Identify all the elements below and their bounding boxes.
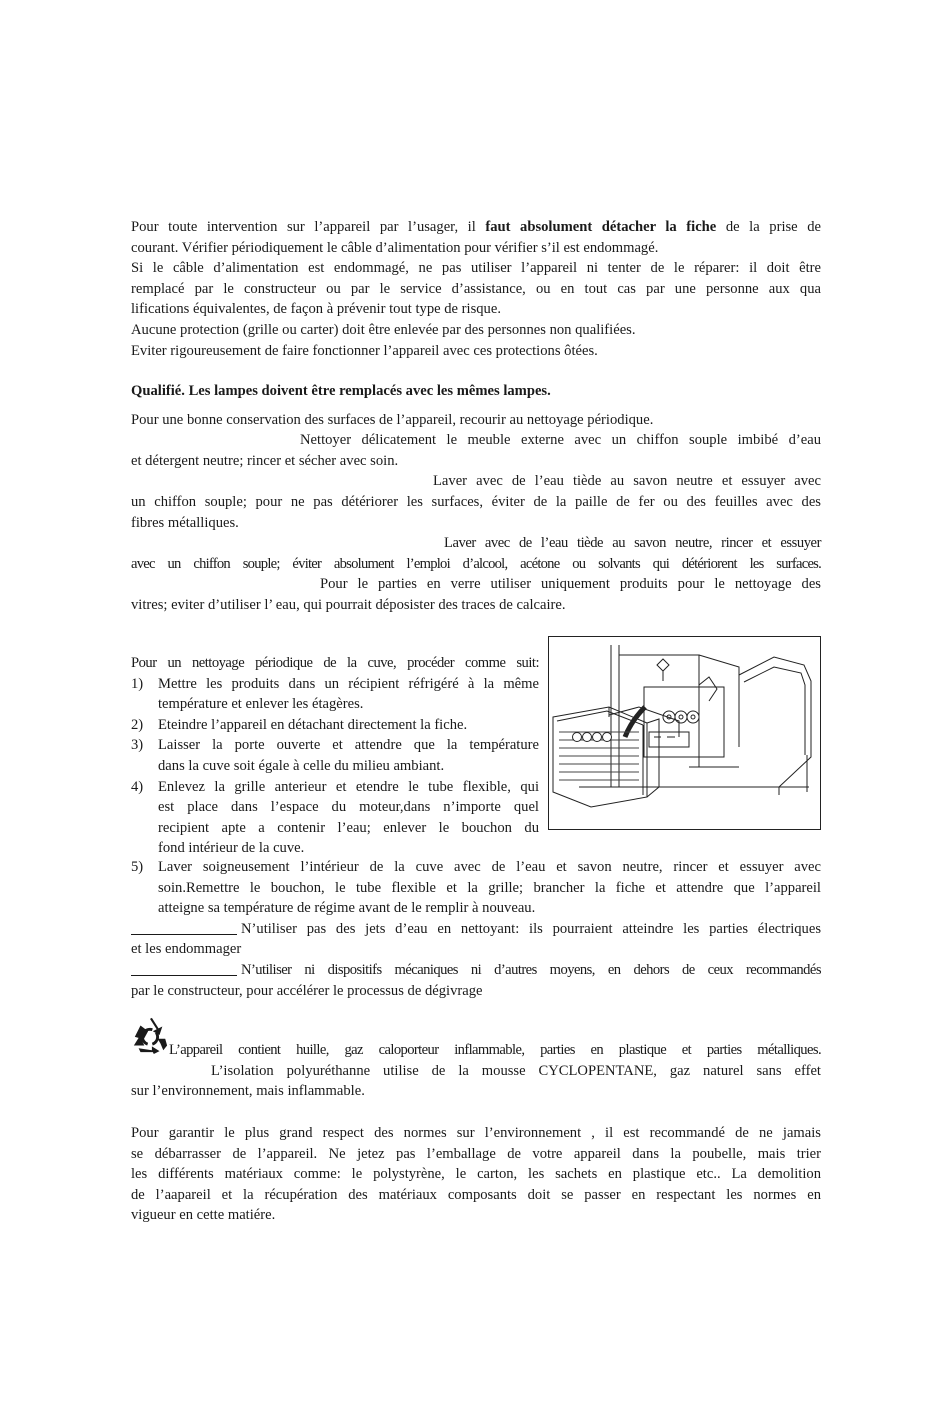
text-line: Pour garantir le plus grand respect des normes sur l’environnement , il est recommandé de ne jamais xyxy=(131,1125,821,1141)
warning-line: N’utiliser pas des jets d’eau en nettoyant: ils pourraient atteindre les parties électriques xyxy=(131,919,821,940)
section-safety xyxy=(131,217,821,361)
text-line: Pour le parties en verre utiliser uniquement produits pour le nettoyage des xyxy=(320,576,821,593)
list-item: 3) Laisser la porte ouverte et attendre que la température dans la cuve soit égale à celle du milieu ambiant. xyxy=(131,737,539,774)
text-line: L’isolation polyuréthanne utilise de la mousse CYCLOPENTANE, gaz naturel sans effet xyxy=(211,1062,821,1079)
section-environment xyxy=(131,1040,821,1102)
text-line: Pour toute intervention sur l’appareil par l’usager, il faut absolument détacher la fiche de la prise de xyxy=(131,219,821,235)
warning-line: par le constructeur, pour accélérer le processus de dégivrage xyxy=(131,982,483,999)
text-line: et détergent neutre; rincer et sécher avec soin. xyxy=(131,452,399,469)
list-item: 5) Laver soigneusement l’intérieur de la cuve avec de l’eau et savon neutre, rincer et essuyer avec soin.Remettre le bouchon, le tube flexible et la grille; brancher la fiche et attendre que l’appareil atteigne sa température de régime avant de le remplir à nouveau. xyxy=(131,859,821,917)
list-item: 4) Enlevez la grille anterieur et etendre le tube flexible, qui est place dans l’espace du moteur,dans n’importe quel recipient apte a contenir l’eau; enlever le bouchon du fond intérieur de la cuve. xyxy=(131,778,539,857)
section-cleaning xyxy=(131,381,821,616)
warning-line: N’utiliser ni dispositifs mécaniques ni d’autres moyens, en dehors de ceux recommandés xyxy=(131,960,821,981)
blank-rule xyxy=(131,961,237,976)
text-line: se débarrasser de l’appareil. Ne jetez pas l’emballage de votre appareil dans la poubelle, mais trier xyxy=(131,1145,821,1162)
text-line: sur l’environnement, mais inflammable. xyxy=(131,1083,365,1100)
warning-line: et les endommager xyxy=(131,941,242,958)
list-item: 2) Eteindre l’appareil en détachant directement la fiche. xyxy=(131,716,468,733)
text-line: fibres métalliques. xyxy=(131,514,239,531)
blank-rule xyxy=(131,920,237,935)
list-item: 1) Mettre les produits dans un récipient réfrigéré à la même température et enlever les étagères. xyxy=(131,675,539,713)
section-tank-intro xyxy=(131,653,539,859)
text-line: remplacé par le constructeur ou par le service d’assistance, ou en tout cas par une personne aux qua xyxy=(131,280,821,297)
text-line: Laver avec de l’eau tiède au savon neutre et essuyer avec xyxy=(433,473,821,490)
appliance-drawer-illustration xyxy=(548,636,821,830)
bold-heading-line: Qualifié. Les lampes doivent être remplacés avec les mêmes lampes. xyxy=(131,383,551,399)
text-line: vigueur en cette matiére. xyxy=(131,1207,276,1224)
steps-list xyxy=(131,857,821,919)
text-line: Eviter rigoureusement de faire fonctionner l’appareil avec ces protections ôtées. xyxy=(131,342,598,359)
text-line: Aucune protection (grille ou carter) doit être enlevée par des personnes non qualifiées. xyxy=(131,321,636,338)
appliance-drawer-illustration-drawing xyxy=(549,637,820,829)
text-line: de l’aapareil et la récupération des matériaux composants doit se passer en respectant les normes en xyxy=(131,1186,821,1203)
text-line: Pour un nettoyage périodique de la cuve, procéder comme suit: xyxy=(131,655,539,671)
text-line: Si le câble d’alimentation est endommagé, ne pas utiliser l’appareil ni tenter de le réparer: il doit être xyxy=(131,260,821,277)
text-line: L’appareil contient huille, gaz caloporteur inflammable, parties en plastique et parties métalliques. xyxy=(169,1042,821,1058)
steps-list xyxy=(131,674,539,859)
text-line: Nettoyer délicatement le meuble externe avec un chiffon souple imbibé d’eau xyxy=(300,432,821,449)
text-line: vitres; eviter d’utiliser l’ eau, qui pourrait déposister des traces de calcaire. xyxy=(131,596,566,613)
text-line: Laver avec de l’eau tiède au savon neutre, rincer et essuyer xyxy=(444,535,821,552)
text-line: un chiffon souple; pour ne pas détériorer les surfaces, éviter de la paille de fer ou des feuilles avec des xyxy=(131,493,821,510)
text-line: Pour une bonne conservation des surfaces de l’appareil, recourir au nettoyage périodique. xyxy=(131,411,654,428)
section-disposal xyxy=(131,1123,821,1226)
text-line: les différents matériaux comme: le polystyrène, le carton, les sachets en plastique etc.. La demolition xyxy=(131,1166,821,1183)
text-line: lifications équivalentes, de façon à prévenir tout type de risque. xyxy=(131,301,501,318)
text-line: avec un chiffon souple; éviter absolument l’emploi d’alcool, acétone ou solvants qui détériorent les surfaces. xyxy=(131,555,821,572)
section-tank-step5 xyxy=(131,857,821,1001)
text-line: courant. Vérifier périodiquement le câble d’alimentation pour vérifier s’il est endommagé. xyxy=(131,239,659,256)
